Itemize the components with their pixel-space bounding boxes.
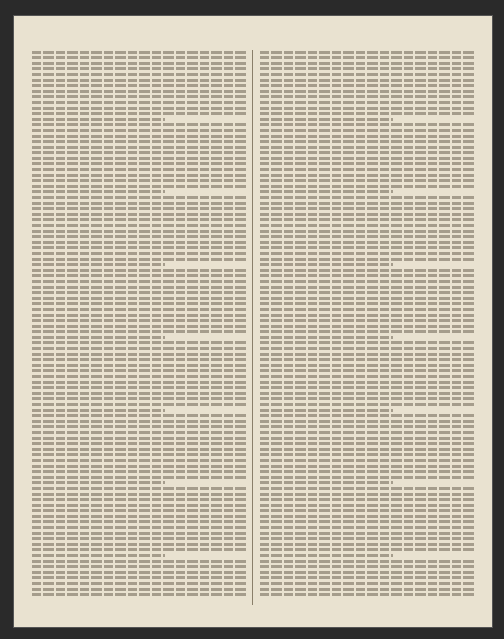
document-page [14,16,492,627]
text-line [32,453,246,456]
text-line [32,51,246,54]
text-line [260,274,474,277]
text-line [32,123,246,126]
text-line [260,146,474,149]
text-line [260,593,474,596]
text-line [32,140,246,143]
text-line [260,67,474,70]
text-line [32,431,246,434]
text-line [260,84,474,87]
text-line [260,537,474,540]
text-line [32,364,246,367]
text-line [260,269,474,272]
text-line [32,420,246,423]
text-line [260,196,474,199]
text-line [32,554,165,557]
text-line [260,554,393,557]
text-line [260,56,474,59]
text-line [32,73,246,76]
text-line [260,414,474,417]
text-line [260,403,474,406]
text-line [260,526,474,529]
text-line [260,112,474,115]
text-line [32,493,246,496]
text-line [260,571,474,574]
text-line [32,543,246,546]
text-line [260,213,474,216]
text-line [260,420,474,423]
text-line [32,392,246,395]
text-line [260,90,474,93]
text-line [260,465,474,468]
text-line [32,146,246,149]
text-line [32,476,246,479]
text-line [260,207,474,210]
text-line [260,107,474,110]
text-line [260,392,474,395]
text-line [32,403,246,406]
text-line [260,364,474,367]
text-line [260,190,393,193]
text-line [260,375,474,378]
text-line [260,442,474,445]
text-line [32,520,246,523]
text-line [260,263,393,266]
text-line [260,493,474,496]
text-line [32,347,246,350]
text-line [32,560,246,563]
text-line [32,274,246,277]
text-line [260,515,474,518]
text-line [260,431,474,434]
text-line [32,481,165,484]
text-line [32,258,246,261]
text-line [32,157,246,160]
text-line [32,319,246,322]
text-line [32,90,246,93]
text-line [32,218,246,221]
text-line [32,190,165,193]
text-line [260,62,474,65]
text-line [32,202,246,205]
text-line [32,336,165,339]
text-line [32,118,165,121]
text-line [32,386,246,389]
text-line [32,79,246,82]
text-line [260,448,474,451]
text-line [32,241,246,244]
text-line [32,107,246,110]
text-line [260,330,474,333]
text-line [32,246,246,249]
text-line [32,353,246,356]
text-line [260,252,474,255]
text-line [260,381,474,384]
text-line [260,509,474,512]
text-line [32,168,246,171]
text-line [32,330,246,333]
text-line [32,515,246,518]
text-line [260,241,474,244]
text-line [260,314,474,317]
text-line [32,593,246,596]
text-line [260,179,474,182]
text-line [32,409,165,412]
text-line [260,319,474,322]
text-line [260,297,474,300]
text-line [32,297,246,300]
text-line [260,174,474,177]
text-line [260,487,474,490]
text-line [32,135,246,138]
text-line [32,526,246,529]
text-line [260,218,474,221]
text-line [32,548,246,551]
text-line [32,67,246,70]
text-line [260,51,474,54]
text-line [32,358,246,361]
text-line [260,230,474,233]
text-line [32,425,246,428]
text-line [260,185,474,188]
text-line [260,504,474,507]
text-line [32,504,246,507]
text-line [32,269,246,272]
text-line [260,560,474,563]
text-line [32,162,246,165]
text-line [260,325,474,328]
text-line [32,465,246,468]
text-line [32,532,246,535]
text-line [32,308,246,311]
text-line [32,129,246,132]
text-line [32,151,246,154]
text-line [260,79,474,82]
text-line [260,123,474,126]
text-line [260,118,393,121]
text-line [260,358,474,361]
text-line [32,84,246,87]
text-line [32,498,246,501]
text-line [32,286,246,289]
text-line [32,588,246,591]
text-line [32,437,246,440]
text-line [260,157,474,160]
text-line [260,470,474,473]
left-column-layout-lines [32,51,246,597]
text-line [260,140,474,143]
right-column [260,48,474,609]
text-line [260,151,474,154]
text-line [260,459,474,462]
text-line [32,62,246,65]
text-line [260,543,474,546]
text-line [32,112,246,115]
text-line [32,341,246,344]
text-line [260,302,474,305]
text-line [32,224,246,227]
text-line [32,252,246,255]
text-line [260,258,474,261]
text-line [32,459,246,462]
text-line [32,263,165,266]
text-line [32,414,246,417]
text-line [260,162,474,165]
text-line [32,185,246,188]
text-line [260,498,474,501]
text-line [260,481,393,484]
text-line [32,235,246,238]
text-line [260,101,474,104]
text-line [32,56,246,59]
text-line [260,336,393,339]
text-line [32,397,246,400]
text-line [32,565,246,568]
text-line [260,95,474,98]
text-line [260,280,474,283]
text-line [32,571,246,574]
text-line [260,73,474,76]
left-column [32,48,246,609]
text-line [260,576,474,579]
text-line [32,213,246,216]
text-line [260,353,474,356]
text-line [32,207,246,210]
text-line [32,196,246,199]
text-line [32,442,246,445]
text-line [32,314,246,317]
text-line [260,235,474,238]
text-line [32,487,246,490]
text-line [260,168,474,171]
text-line [260,135,474,138]
text-line [260,286,474,289]
text-line [32,470,246,473]
text-line [260,565,474,568]
text-line [32,179,246,182]
text-line [260,129,474,132]
text-line [32,369,246,372]
right-column-layout-lines [260,51,474,597]
text-line [260,347,474,350]
text-line [260,341,474,344]
text-line [32,291,246,294]
text-line [32,537,246,540]
text-line [32,509,246,512]
text-line [260,548,474,551]
text-line [32,375,246,378]
text-line [260,224,474,227]
text-line [32,230,246,233]
text-line [260,476,474,479]
text-line [32,576,246,579]
text-line [32,280,246,283]
text-line [32,95,246,98]
text-line [260,397,474,400]
text-line [260,453,474,456]
text-line [260,520,474,523]
text-line [260,246,474,249]
text-line [32,448,246,451]
text-line [260,386,474,389]
column-divider [252,50,253,605]
text-line [32,582,246,585]
text-line [32,101,246,104]
text-line [260,588,474,591]
text-line [260,409,393,412]
text-line [260,425,474,428]
text-line [260,532,474,535]
text-line [260,202,474,205]
text-line [32,325,246,328]
text-line [260,582,474,585]
text-line [260,291,474,294]
text-line [260,437,474,440]
text-line [260,308,474,311]
text-line [260,369,474,372]
text-line [32,174,246,177]
text-line [32,302,246,305]
text-line [32,381,246,384]
